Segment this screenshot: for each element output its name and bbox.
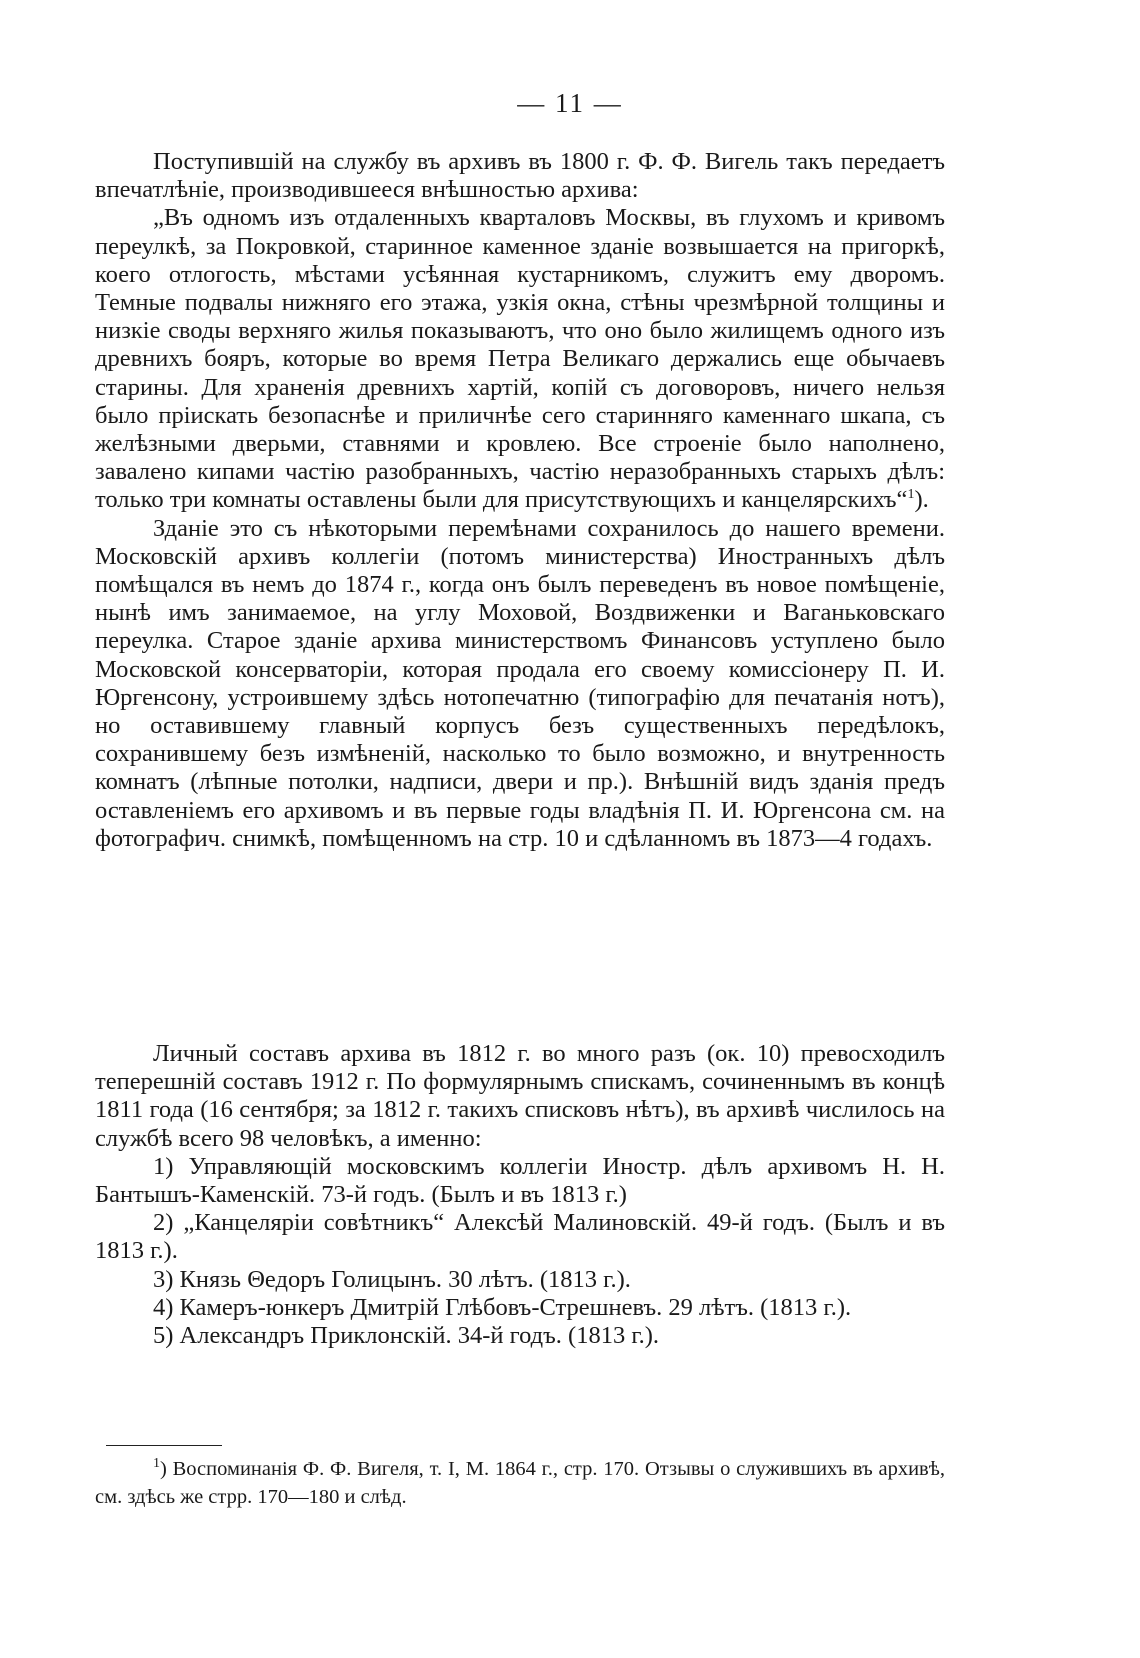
staff-list-item: 4) Камеръ-юнкеръ Дмитрій Глѣбовъ-Стрешневъ. 29 лѣтъ. (1813 г.). xyxy=(153,1293,852,1321)
quote-closing: ). xyxy=(914,486,929,514)
footnote xyxy=(95,1455,945,1511)
footnote-reference[interactable]: 1 xyxy=(907,487,915,503)
paragraph-quote xyxy=(95,204,945,514)
staff-list-item: 3) Князь Θедоръ Голицынъ. 30 лѣтъ. (1813 г.). xyxy=(153,1265,631,1293)
footnote-divider xyxy=(106,1445,222,1446)
footnote-body: ) Воспоминанія Ф. Ф. Вигеля, т. I, М. 1864 г., стр. 170. Отзывы о служившихъ въ архивѣ, см. здѣсь же стрр. 170—180 и слѣд. xyxy=(95,1458,945,1508)
footnote-text xyxy=(95,1455,945,1511)
page-number: — 11 — xyxy=(517,88,623,118)
staff-list-item: 1) Управляющій московскимъ коллегіи Иностр. дѣлъ архивомъ Н. Н. Бантышъ-Каменскій. 73-й годъ. (Былъ и въ 1813 г.) xyxy=(95,1152,945,1209)
quote-text: „Въ одномъ изъ отдаленныхъ кварталовъ Москвы, въ глухомъ и кривомъ переулкѣ, за Покровкой, старинное каменное зданіе возвышается на пригоркѣ, коего отлогость, мѣстами усѣянная кустарникомъ, служитъ ему дворомъ. Темные подвалы нижняго его этажа, узкія окна, стѣны чрезмѣрной толщины и низкіе своды верхняго жилья показываютъ, что оно было жилищемъ одного изъ древнихъ бояръ, которые во время Петра Великаго держались еще обычаевъ старины. Для храненія древнихъ хартій, копій съ договоровъ, ничего нельзя было пріискать безопаснѣе и приличнѣе сего старинняго каменнаго шкапа, съ желѣзными дверьми, ставнями и кровлею. Все строеніе было наполнено, завалено кипами частію разобранныхъ, частію неразобранныхъ старыхъ дѣлъ: только три комнаты оставлены были для присутствующихъ и канцелярскихъ“ xyxy=(95,204,945,514)
main-text-section-2 xyxy=(95,1040,945,1350)
paragraph-building: Зданіе это съ нѣкоторыми перемѣнами сохранилось до нашего времени. Московскій архивъ коллегіи (потомъ министерства) Иностранныхъ дѣлъ помѣщался въ немъ до 1874 г., когда онъ былъ переведенъ въ новое помѣщеніе, нынѣ имъ занимаемое, на углу Моховой, Воздвиженки и Ваганьковскаго переулка. Старое зданіе архива министерствомъ Финансовъ уступлено было Московской консерваторіи, которая продала его своему комиссіонеру П. И. Юргенсону, устроившему здѣсь нотопечатню (типографію для печатанія нотъ), но оставившему главный корпусъ безъ существенныхъ передѣлокъ, сохранившему безъ измѣненій, насколько то было возможно, и внутренность комнатъ (лѣпные потолки, надписи, двери и пр.). Внѣшній видъ зданія предъ оставленіемъ его архивомъ и въ первые годы владѣнія П. И. Юргенсона см. на фотографич. снимкѣ, помѣщенномъ на стр. 10 и сдѣланномъ въ 1873—4 годахъ. xyxy=(95,514,945,852)
paragraph-staff: Личный составъ архива въ 1812 г. во много разъ (ок. 10) превосходилъ теперешній составъ 1912 г. По формулярнымъ спискамъ, сочиненнымъ въ концѣ 1811 года (16 сентября; за 1812 г. такихъ списковъ нѣтъ), въ архивѣ числилось на службѣ всего 98 человѣкъ, а именно: xyxy=(95,1040,945,1152)
footnote-marker: 1 xyxy=(153,1456,160,1472)
staff-list-item: 2) „Канцеляріи совѣтникъ“ Алексѣй Малиновскій. 49-й годъ. (Былъ и въ 1813 г.). xyxy=(95,1209,945,1265)
main-text-section-1 xyxy=(95,148,945,853)
paragraph-intro: Поступившій на службу въ архивъ въ 1800 г. Ф. Ф. Вигель такъ передаетъ впечатлѣніе, производившееся внѣшностью архива: xyxy=(95,148,945,204)
staff-list-item: 5) Александръ Приклонскій. 34-й годъ. (1813 г.). xyxy=(153,1322,660,1350)
